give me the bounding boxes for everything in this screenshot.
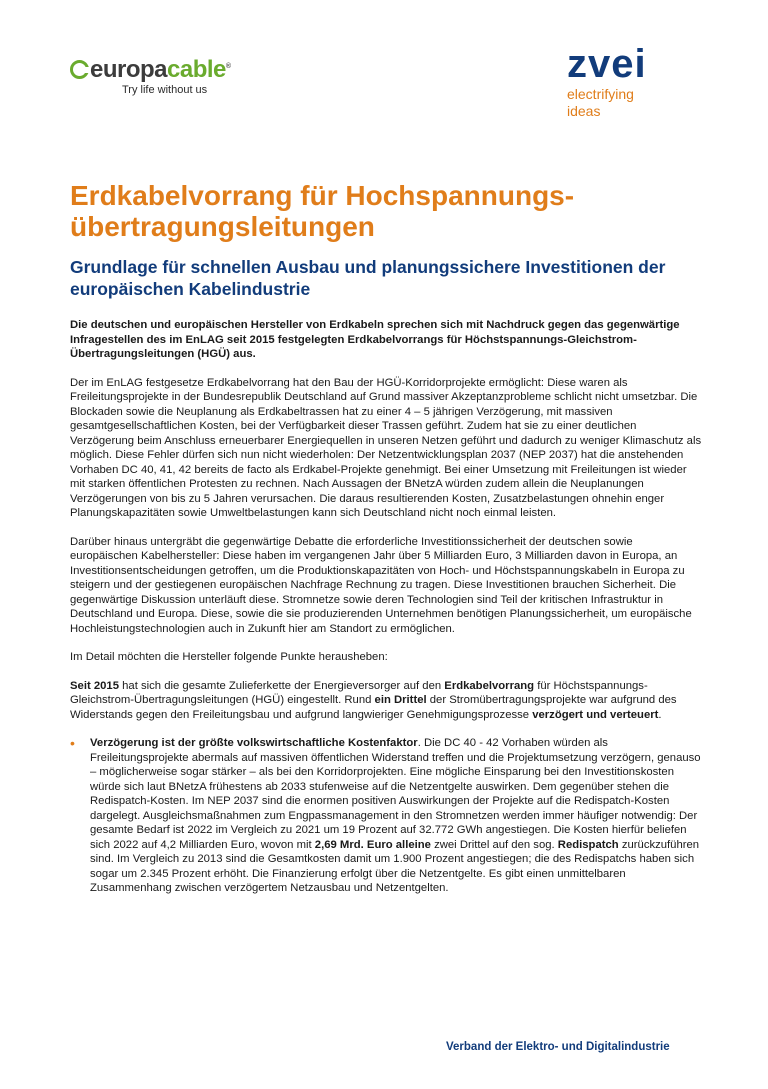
bullet-marker: • — [70, 735, 75, 751]
p4-text-3: der Stromübertragungsprojekte war aufgrund des Widerstands gegen den Freileitungsbau und aufgrund langwieriger Genehmigungsprozesse — [70, 694, 677, 721]
europacable-tagline: Try life without us — [122, 84, 208, 96]
document-body — [70, 318, 702, 896]
europacable-e-icon — [70, 60, 89, 79]
p4-bold-2: Erdkabelvorrang — [444, 679, 535, 692]
zvei-logo — [567, 44, 647, 118]
document-subtitle: Grundlage für schnellen Ausbau und planungssichere Investitionen der europäischen Kabelindustrie — [70, 257, 666, 299]
paragraph-2: Darüber hinaus untergräbt die gegenwärtige Debatte die erforderliche Investitionssicherheit der deutschen sowie europäischen Kabelhersteller: Diese haben im vergangenen Jahr über 5 Milliarden Euro, 3 Milliarden davon in Europa, an Investitionsentscheidungen getroffen, um die Produktionskapazitäten von Hoch- und Höchstspannungskabeln in Europa zu steigern und der gestiegenen europäischen Nachfrage Rechnung zu tragen. Diese Investitionen brauchen Sicherheit. Die gegenwärtige Diskussion unterläuft diese. Stromnetze sowie deren Technologien sind Teil der kritischen Infrastruktur in Deutschland und Europa. Diese, sowie die sie produzierenden Unternehmen benötigen Planungssicherheit, um europäische Hochleistungstechnologien auch in Zukunft hier am Standort zu ermöglichen. — [70, 535, 692, 635]
registered-mark: ® — [225, 63, 231, 70]
bullet-text — [90, 736, 702, 896]
lead-paragraph: Die deutschen und europäischen Hersteller von Erdkabeln sprechen sich mit Nachdruck gegen das gegenwärtige Infragestellen des im EnLAG seit 2015 festgelegten Erdkabelvorrangs für Höchstspannungs-Gleichstrom-Übertragungsleitungen (HGÜ) aus. — [70, 319, 680, 360]
zvei-tagline-line1: electrifying — [567, 86, 634, 102]
paragraph-4 — [70, 679, 702, 723]
p4-bold-1: Seit 2015 — [70, 679, 119, 692]
europacable-name-part2: cable — [167, 56, 226, 83]
b1-bold-3: Redispatch — [557, 838, 619, 851]
zvei-wordmark: zvei — [567, 42, 647, 86]
europacable-name-part1: europa — [90, 56, 168, 83]
paragraph-1: Der im EnLAG festgesetze Erdkabelvorrang hat den Bau der HGÜ-Korridorprojekte ermöglicht: Diese waren als Freileitungsprojekte in der Bundesrepublik Deutschland auf Grund massiver Akzeptanzprobleme schlicht nicht umsetzbar. Die Blockaden sowie die Neuplanung als Erdkabeltrassen hat zu einer 4 – 5 jährigen Verzögerung, mit massiven gesamtgesellschaftlichen Kosten, bei der Verfügbarkeit dieser Trassen geführt. Zudem hat sie zu einer deutlichen Verzögerung beim Anschluss erneuerbarer Energiequellen in unseren Netzen geführt und dadurch zu weniger Klimaschutz als möglich. Diese Fehler dürfen sich nun nicht wiederholen: Der Netzentwicklungsplan 2037 (NEP 2037) hat die anstehenden Vorhaben DC 40, 41, 42 bereits de facto als Erdkabel-Projekte genehmigt. Bei einer Umsetzung mit Freileitungen ist wieder mit starken öffentlichen Protesten zu rechnen. Nach Aussagen der BNetzA würden zudem allein die Neuplanungen Verzögerungen von bis zu 5 Jahren verursachen. Die daraus resultierenden Kosten, Zusatzbelastungen ohnehin enger Planungskapazitäten sowie Umweltbelastungen kann sich Deutschland nicht noch einmal leisten. — [70, 376, 702, 519]
b1-text-1: . Die DC 40 - 42 Vorhaben würden als Freileitungsprojekte abermals auf massiven öffentlichen Widerstand treffen und die Projektumsetzung verzögern, genauso – möglicherweise sogar stärker – als bei den Korridorprojekten. Eine mögliche Einsparung bei den Investitionskosten würde sich laut BNetzA frühestens ab 2033 stufenweise auf die Netzentgelte auswirken. Dem gegenüber stehen die Redispatch-Kosten. Im NEP 2037 sind die enormen positiven Auswirkungen der Projekte auf die Redispatch-Kosten dargelegt. Ausgleichsmaßnahmen zum Engpassmanagement in den Stromnetzen werden immer häufiger notwendig: Der gesamte Bedarf ist 2022 im Vergleich zu 2021 um 19 Prozent auf 32.772 GWh angestiegen. Die Kosten hierfür beliefen sich 2022 auf 4,2 Milliarden Euro, wovon mit — [90, 737, 701, 851]
p4-bold-4: verzögert und verteuert — [532, 708, 659, 721]
document-title: Erdkabelvorrang für Hochspannungs-übertragungsleitungen — [70, 180, 575, 242]
zvei-tagline-line2: ideas — [567, 103, 601, 119]
paragraph-3: Im Detail möchten die Hersteller folgende Punkte herausheben: — [70, 651, 388, 663]
europacable-wordmark — [70, 58, 231, 82]
b1-bold-1: Verzögerung ist der größte volkswirtschaftliche Kostenfaktor — [90, 737, 418, 749]
b1-text-3: zurückzuführen sind. Im Vergleich zu 2013 sind die Gesamtkosten damit um 1.900 Prozent angestiegen; die des Redispatchs haben sich sogar um 2.345 Prozent erhöht. Die Finanzierung erfolgt über die Netzentgelte. Es gibt einen unmittelbaren Zusammenhang zwischen verzögertem Netzausbau und Netzentgelten. — [90, 838, 700, 894]
bullet-item — [70, 736, 702, 896]
p4-text-2: für Höchstspannungs-Gleichstrom-Übertragungsleitungen (HGÜ) eingestellt. Rund — [70, 679, 648, 706]
b1-text-2: zwei Drittel auf den sog. — [430, 838, 558, 851]
p4-text-1: hat sich die gesamte Zulieferkette der Energieversorger auf den — [119, 679, 445, 692]
p4-text-4: . — [658, 708, 662, 721]
p4-bold-3: ein Drittel — [374, 694, 427, 706]
europacable-logo — [70, 58, 231, 96]
b1-bold-2: 2,69 Mrd. Euro alleine — [314, 838, 431, 851]
footer-text: Verband der Elektro- und Digitalindustrie — [446, 1041, 670, 1053]
